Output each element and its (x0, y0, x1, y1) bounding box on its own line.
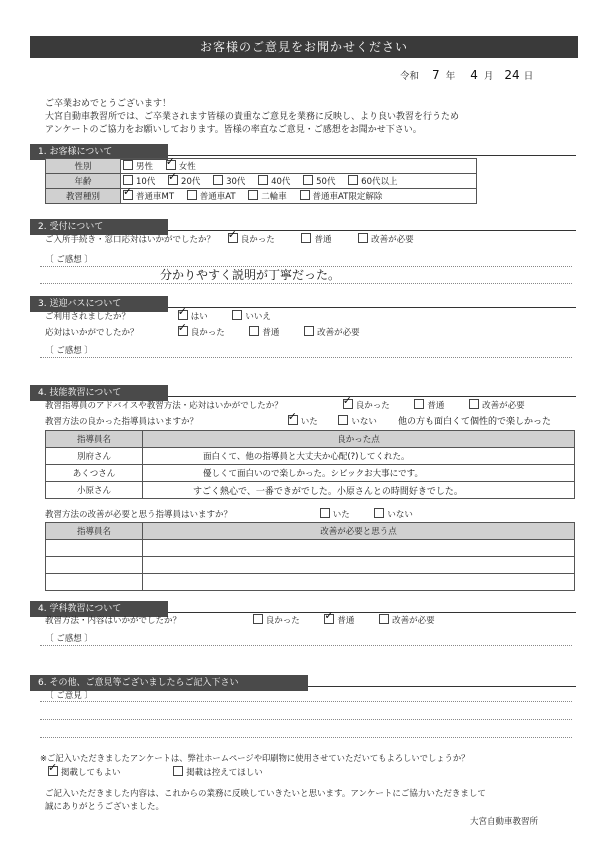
section-2-heading: 2. 受付について (30, 219, 168, 235)
option-improve[interactable] (379, 614, 435, 626)
column-header: 指導員名 (46, 431, 143, 448)
section-3-heading: 3. 送迎バスについて (30, 296, 168, 312)
table-cell (143, 557, 575, 574)
instructor-point: すごく熱心で、一番できがでした。小原さんとの時間好きでした。 (143, 482, 575, 499)
option-label: 普通車MT (136, 192, 175, 202)
good-instructor-question: 教習方法の良かった指導員はいますか？ (45, 417, 199, 427)
section-2-header (30, 214, 576, 231)
gender-label: 性別 (46, 159, 121, 174)
checkbox[interactable] (358, 233, 368, 243)
good-instructor-table (45, 430, 575, 499)
option-normal[interactable] (301, 233, 331, 245)
instructor-point: 優しくて面白いので楽しかった。シビックお大事にです。 (143, 465, 575, 482)
option-normal[interactable] (414, 399, 444, 411)
checkbox-checked[interactable]: ✓ (123, 185, 133, 198)
option-label: 改善が必要 (371, 235, 414, 245)
checkbox[interactable] (258, 175, 268, 185)
option-label: 普通車AT限定解除 (312, 192, 383, 202)
checkbox[interactable] (187, 190, 197, 200)
checkbox[interactable] (249, 326, 259, 336)
date-year: 7 (432, 68, 440, 82)
date-day-unit: 日 (523, 71, 534, 82)
age-row (46, 174, 477, 189)
checkbox[interactable] (304, 326, 314, 336)
option-label: 普通 (427, 401, 445, 411)
option-age[interactable] (258, 175, 290, 187)
option-label: 50代 (316, 177, 336, 187)
option-label: いいえ (245, 312, 271, 322)
option-label: 40代 (271, 177, 291, 187)
table-header-row (46, 523, 575, 540)
option-label: 20代 (181, 177, 201, 187)
option-course[interactable] (300, 190, 383, 202)
reception-question: ご入所手続き・窓口応対はいかがでしたか？ (45, 235, 216, 245)
table-row (46, 574, 575, 591)
option-label: 掲載は控えてほしい (186, 768, 263, 778)
table-row (46, 448, 575, 465)
option-no[interactable] (232, 310, 271, 322)
reception-comment: 分かりやすく説明が丁寧だった。 (160, 268, 341, 282)
reception-question-row (45, 228, 424, 245)
checkbox[interactable] (469, 399, 479, 409)
option-normal[interactable] (249, 326, 279, 338)
section-3-header (30, 291, 576, 308)
checkbox[interactable] (320, 508, 330, 518)
bus-service-row (45, 321, 370, 338)
improve-instructor-table (45, 522, 575, 591)
option-label: 普通車AT (199, 192, 236, 202)
option-label: いない (351, 417, 377, 427)
table-cell (46, 574, 143, 591)
comment-line (40, 737, 572, 738)
instructor-advice-question: 教習指導員のアドバイスや教習方法・応対はいかがでしたか？ (45, 401, 283, 411)
intro-line: 大宮自動車教習所では、ご卒業されます皆様の貴重なご意見を業務に反映し、より良い教習を行うため (45, 112, 460, 122)
bus-use-question: ご利用されましたか？ (45, 312, 131, 322)
option-age[interactable] (348, 175, 397, 187)
instructor-point: 面白くて、他の指導員と大丈夫か心配(?)してくれた。 (143, 448, 575, 465)
option-allow[interactable] (48, 761, 121, 778)
checkbox[interactable] (253, 614, 263, 624)
comment-line (40, 701, 572, 702)
class-comment-label: 〔 ご感想 〕 (45, 634, 93, 644)
table-row (46, 557, 575, 574)
option-good[interactable] (227, 228, 275, 245)
checkbox-checked[interactable]: ✓ (177, 305, 187, 318)
bus-service-question: 応対はいかがでしたか？ (45, 328, 139, 338)
instructor-name: 小原さん (46, 482, 143, 499)
checkbox[interactable] (173, 766, 183, 776)
checkbox-checked[interactable]: ✓ (177, 321, 187, 334)
column-header: 改善が必要と思う点 (143, 523, 575, 540)
checkbox[interactable] (379, 614, 389, 624)
comment-line (40, 283, 572, 284)
consent-question: ※ご記入いただきましたアンケートは、弊社ホームページや印刷物に使用させていただいてもよろしいでしょうか？ (40, 753, 470, 763)
option-label: いた (300, 417, 318, 427)
table-cell (143, 574, 575, 591)
option-label: 良かった (240, 235, 275, 245)
option-no[interactable] (374, 508, 413, 520)
table-header-row (46, 431, 575, 448)
option-label: 女性 (178, 162, 196, 172)
intro-line: ご卒業おめでとうございます！ (45, 99, 172, 109)
table-row (46, 540, 575, 557)
option-course[interactable] (187, 190, 236, 202)
checkbox[interactable] (374, 508, 384, 518)
other-comment-label: 〔 ご意見 〕 (45, 691, 93, 701)
age-options (121, 170, 477, 189)
footer-school-name: 大宮自動車教習所 (470, 817, 539, 827)
option-improve[interactable] (358, 233, 414, 245)
option-label: 10代 (136, 177, 156, 187)
option-age[interactable] (303, 175, 335, 187)
section-1-heading: 1. お客様について (30, 144, 168, 160)
section-6-header (30, 670, 576, 687)
option-label: 良かった (265, 616, 300, 626)
good-instructor-note: 他の方も面白くて個性的で楽しかった (398, 417, 552, 427)
column-header: 良かった点 (143, 431, 575, 448)
course-label: 教習種別 (46, 189, 121, 204)
option-good[interactable] (253, 614, 300, 626)
reception-comment-label: 〔 ご感想 〕 (45, 255, 93, 265)
class-question-row (45, 609, 445, 626)
gender-row (46, 159, 477, 174)
section-4-heading: 4. 技能教習について (30, 385, 168, 401)
option-label: 男性 (136, 162, 154, 172)
checkbox[interactable] (232, 310, 242, 320)
option-decline[interactable] (173, 766, 263, 778)
option-yes[interactable] (287, 410, 318, 427)
improve-instructor-question: 教習方法の改善が必要と思う指導員はいますか？ (45, 510, 233, 520)
option-label: 良かった (190, 328, 225, 338)
option-label: いた (332, 510, 350, 520)
improve-instructor-row (45, 508, 423, 520)
checkbox[interactable] (123, 175, 133, 185)
option-age[interactable] (213, 175, 245, 187)
page-title: お客様のご意見をお聞かせください (30, 36, 578, 58)
option-label: 二輪車 (261, 192, 287, 202)
closing-text (45, 788, 486, 814)
option-no[interactable] (338, 415, 377, 427)
option-age[interactable] (168, 170, 201, 187)
option-label: 普通 (262, 328, 280, 338)
checkbox-checked[interactable]: ✓ (168, 170, 178, 183)
date-year-unit: 年 (445, 71, 456, 82)
closing-line: 誠にありがとうございました。 (45, 802, 165, 812)
option-yes[interactable] (320, 508, 350, 520)
option-good[interactable] (342, 394, 390, 411)
checkbox-checked[interactable]: ✓ (287, 410, 297, 423)
checkbox[interactable] (303, 175, 313, 185)
table-cell (143, 540, 575, 557)
table-cell (46, 540, 143, 557)
intro-text (45, 98, 459, 137)
option-label: 良かった (355, 401, 390, 411)
checkbox-checked[interactable]: ✓ (342, 394, 352, 407)
section-4-header (30, 380, 576, 397)
date-month: 4 (470, 68, 478, 82)
class-question: 教習方法・内容はいかがでしたか？ (45, 616, 182, 626)
checkbox[interactable] (414, 399, 424, 409)
option-label: 60代以上 (361, 177, 398, 187)
bus-use-row (45, 305, 281, 322)
checkbox-checked[interactable]: ✓ (324, 609, 334, 622)
checkbox[interactable] (338, 415, 348, 425)
age-label: 年齢 (46, 174, 121, 189)
option-improve[interactable] (469, 399, 525, 411)
instructor-name: 別府さん (46, 448, 143, 465)
checkbox[interactable] (248, 190, 258, 200)
table-row (46, 465, 575, 482)
option-course[interactable] (248, 190, 287, 202)
table-row (46, 482, 575, 499)
table-cell (46, 557, 143, 574)
checkbox[interactable] (123, 160, 133, 170)
comment-line (40, 645, 572, 646)
date-line (400, 68, 533, 82)
option-normal[interactable] (324, 609, 355, 626)
option-label: いない (387, 510, 413, 520)
comment-line (40, 719, 572, 720)
date-era: 令和 (400, 71, 420, 82)
option-label: 30代 (226, 177, 246, 187)
option-improve[interactable] (304, 326, 360, 338)
option-male[interactable] (123, 160, 153, 172)
checkbox-checked[interactable]: ✓ (165, 155, 175, 168)
checkbox[interactable] (301, 233, 311, 243)
checkbox[interactable] (348, 175, 358, 185)
section-5-header (30, 596, 576, 613)
section-5-heading: 4. 学科教習について (30, 601, 168, 617)
section-1-header (30, 139, 576, 156)
option-label: 普通 (337, 616, 355, 626)
consent-options (48, 761, 273, 778)
instructor-name: あくつさん (46, 465, 143, 482)
option-label: 掲載してもよい (61, 768, 121, 778)
date-month-unit: 月 (483, 71, 494, 82)
option-label: はい (190, 312, 208, 322)
section-6-heading: 6. その他、ご意見等ございましたらご記入下さい (30, 675, 308, 691)
option-course[interactable] (123, 185, 175, 202)
customer-info-table (45, 155, 477, 204)
checkbox[interactable] (300, 190, 310, 200)
option-good[interactable] (177, 321, 225, 338)
course-options (121, 185, 477, 204)
checkbox-checked[interactable]: ✓ (48, 761, 58, 774)
option-label: 改善が必要 (392, 616, 435, 626)
option-label: 普通 (314, 235, 332, 245)
column-header: 指導員名 (46, 523, 143, 540)
option-label: 改善が必要 (317, 328, 360, 338)
intro-line: アンケートのご協力をお願いしております。皆様の率直なご意見・ご感想をお聞かせ下さい。 (45, 125, 422, 135)
course-row (46, 189, 477, 204)
checkbox[interactable] (213, 175, 223, 185)
checkbox-checked[interactable]: ✓ (227, 228, 237, 241)
date-day: 24 (504, 68, 520, 82)
comment-line (40, 357, 572, 358)
bus-comment-label: 〔 ご感想 〕 (45, 346, 93, 356)
closing-line: ご記入いただきました内容は、これからの業務に反映していきたいと思います。アンケートにご協力いただきまして (45, 789, 486, 799)
option-label: 改善が必要 (482, 401, 525, 411)
